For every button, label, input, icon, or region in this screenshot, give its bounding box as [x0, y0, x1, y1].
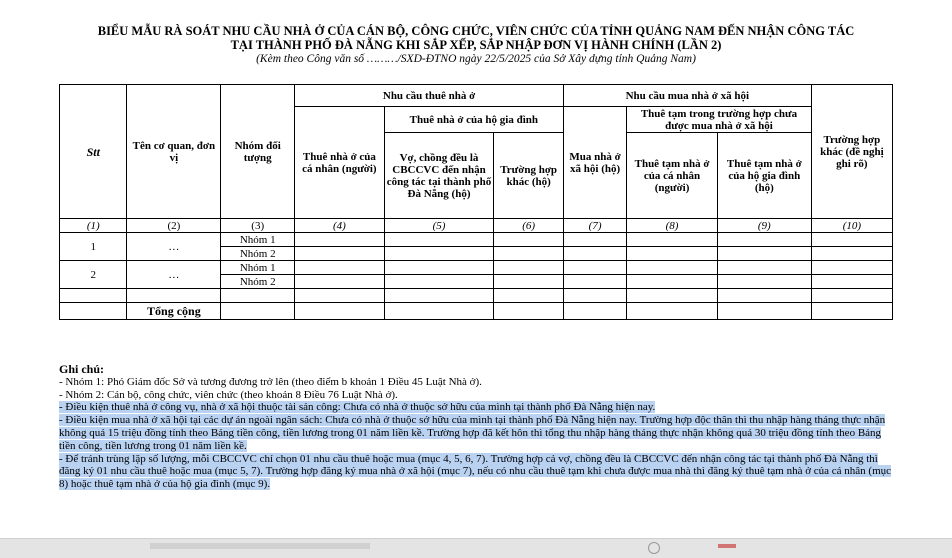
row-group: Nhóm 1 [221, 233, 295, 247]
table-cell [295, 233, 385, 247]
header-buy-need: Nhu cầu mua nhà ở xã hội [563, 85, 811, 107]
header-agency: Tên cơ quan, đơn vị [127, 85, 221, 219]
header-other-case: Trường hợp khác (đề nghị ghi rõ) [811, 85, 892, 219]
table-cell [384, 261, 494, 275]
table-cell [811, 247, 892, 261]
table-cell [717, 233, 811, 247]
table-cell [563, 247, 626, 261]
table-cell [494, 261, 564, 275]
header-rent-other: Trường hợp khác (hộ) [494, 133, 564, 219]
table-cell [563, 303, 626, 320]
notes-heading: Ghi chú: [59, 362, 105, 376]
total-row [60, 303, 893, 320]
table-cell [295, 303, 385, 320]
table-cell [811, 233, 892, 247]
column-number: (6) [494, 219, 564, 233]
table-cell [494, 247, 564, 261]
table-row [60, 233, 893, 247]
table-cell [384, 233, 494, 247]
viewer-bottom-bar [0, 538, 952, 558]
housing-needs-table [59, 84, 893, 320]
table-cell [627, 261, 718, 275]
column-number: (4) [295, 219, 385, 233]
header-rent-need: Nhu cầu thuê nhà ở [295, 85, 564, 107]
table-cell [627, 275, 718, 289]
row-agency: … [127, 261, 221, 289]
table-cell [295, 261, 385, 275]
column-number: (5) [384, 219, 494, 233]
form-subtitle: (Kèm theo Công văn số ………/SXD-ĐTNO ngày 22/5/2025 của Sở Xây dựng tỉnh Quảng Nam) [256, 53, 696, 65]
form-title-line-1: BIỂU MẪU RÀ SOÁT NHU CẦU NHÀ Ở CỦA CÁN BỘ, CÔNG CHỨC, VIÊN CHỨC CỦA TỈNH QUẢNG NAM ĐẾN NHẬN CÔNG TÁC [97, 24, 855, 38]
header-temp-household: Thuê tạm nhà ở của hộ gia đình (hộ) [717, 133, 811, 219]
header-temp-individual: Thuê tạm nhà ở của cá nhân (người) [627, 133, 718, 219]
table-cell [563, 275, 626, 289]
table-cell [384, 289, 494, 303]
note-item[interactable] [59, 453, 895, 491]
table-cell [60, 303, 127, 320]
table-cell [811, 261, 892, 275]
column-number: (3) [221, 219, 295, 233]
column-number: (2) [127, 219, 221, 233]
table-cell [384, 247, 494, 261]
table-row-empty [60, 289, 893, 303]
circle-icon[interactable] [648, 542, 660, 554]
table-cell [627, 289, 718, 303]
row-stt: 1 [60, 233, 127, 261]
selected-text[interactable]: - Để tránh trùng lặp số lượng, mỗi CBCCVC chỉ chọn 01 nhu cầu thuê hoặc mua (mục 4, 5, 6, 7). Trường hợp cả vợ, chồng đều là CBCCVC đến nhận công tác tại thành phố Đà Nẵng thì đăng ký 01 nhu cầu thuê hoặc mua (mục 5, 7). Trường hợp đăng ký mua nhà ở xã hội (mục 7), nếu có nhu cầu thuê tạm khi chưa được mua nhà thì đăng ký thuê tạm nhà ở của cá nhân (mục 8) hoặc thuê tạm nhà ở của hộ gia đình (mục 9). [59, 452, 892, 491]
form-title-line-2: TẠI THÀNH PHỐ ĐÀ NẴNG KHI SẮP XẾP, SẮP NHẬP ĐƠN VỊ HÀNH CHÍNH (LẦN 2) [230, 38, 722, 52]
table-cell [717, 247, 811, 261]
table-cell [563, 233, 626, 247]
selected-text[interactable]: - Điều kiện thuê nhà ở công vụ, nhà ở xã hội thuộc tài sản công: Chưa có nhà ở thuộc sở hữu của mình tại thành phố Đà Nẵng hiện nay. [59, 401, 656, 414]
column-number-row [60, 219, 893, 233]
table-cell [384, 275, 494, 289]
status-placeholder [150, 543, 370, 549]
header-buy-social: Mua nhà ở xã hội (hộ) [563, 107, 626, 219]
column-number: (10) [811, 219, 892, 233]
table-cell [295, 247, 385, 261]
header-stt: Stt [60, 85, 127, 219]
table-cell [295, 275, 385, 289]
table-cell [494, 233, 564, 247]
table-cell [221, 303, 295, 320]
table-cell [811, 289, 892, 303]
row-group: Nhóm 1 [221, 261, 295, 275]
header-rent-individual: Thuê nhà ở của cá nhân (người) [295, 107, 385, 219]
column-number: (8) [627, 219, 718, 233]
table-cell [127, 289, 221, 303]
row-agency: … [127, 233, 221, 261]
table-cell [384, 303, 494, 320]
table-cell [494, 303, 564, 320]
table-cell [60, 289, 127, 303]
header-group: Nhóm đối tượng [221, 85, 295, 219]
row-group: Nhóm 2 [221, 247, 295, 261]
table-cell [627, 233, 718, 247]
table-row [60, 261, 893, 275]
header-temp-rent: Thuê tạm trong trường hợp chưa được mua nhà ở xã hội [627, 107, 812, 133]
table-cell [717, 303, 811, 320]
header-rent-household: Thuê nhà ở của hộ gia đình [384, 107, 563, 133]
table-cell [811, 275, 892, 289]
table-cell [221, 289, 295, 303]
table-cell [295, 289, 385, 303]
table-cell [494, 289, 564, 303]
table-cell [627, 247, 718, 261]
header-rent-spouse: Vợ, chồng đều là CBCCVC đến nhận công tác tại thành phố Đà Nẵng (hộ) [384, 133, 494, 219]
table-cell [717, 275, 811, 289]
total-label: Tổng cộng [127, 303, 221, 320]
table-cell [717, 261, 811, 275]
row-stt: 2 [60, 261, 127, 289]
selected-text[interactable]: - Điều kiện mua nhà ở xã hội tại các dự án ngoài ngân sách: Chưa có nhà ở thuộc sở hữu của mình tại thành phố Đà Nẵng hiện nay. Trường hợp độc thân thì thu nhập hàng tháng thực nhận không quá 15 triệu đồng tính theo Bảng tiền công, tiền lương trong 01 năm liền kề. Trường hợp đã kết hôn thì tổng thu nhập hàng tháng thực nhận không quá 30 triệu đồng tính theo Bảng tiền công, tiền lương trong 01 năm liền kề. [59, 414, 886, 452]
table-cell [811, 303, 892, 320]
column-number: (1) [60, 219, 127, 233]
column-number: (7) [563, 219, 626, 233]
row-group: Nhóm 2 [221, 275, 295, 289]
table-cell [563, 261, 626, 275]
column-number: (9) [717, 219, 811, 233]
table-cell [717, 289, 811, 303]
note-item[interactable] [59, 414, 895, 452]
notes-section [59, 363, 895, 491]
stamp-icon [718, 544, 736, 548]
note-item[interactable] [59, 401, 895, 414]
table-cell [627, 303, 718, 320]
note-item: - Nhóm 1: Phó Giám đốc Sở và tương đương trở lên (theo điểm b khoản 1 Điều 45 Luật Nhà ở). [59, 375, 482, 388]
table-cell [494, 275, 564, 289]
note-item: - Nhóm 2: Cán bộ, công chức, viên chức (theo khoản 8 Điều 76 Luật Nhà ở). [59, 388, 398, 401]
table-cell [563, 289, 626, 303]
